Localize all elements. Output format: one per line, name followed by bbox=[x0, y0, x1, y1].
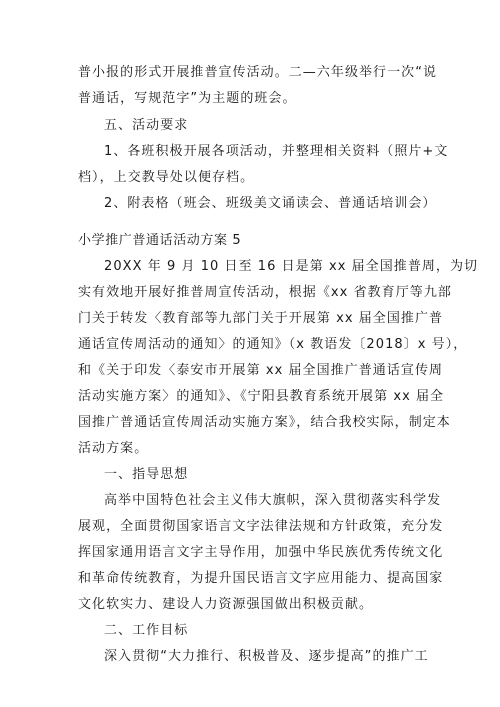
body-text-line: 通话宣传周活动的通知〉的通知》（x 教语发〔2018〕x 号）， bbox=[78, 337, 468, 352]
section-heading-guiding-ideology: 一、指导思想 bbox=[104, 467, 189, 482]
section-heading-requirements: 五、活动要求 bbox=[104, 118, 189, 133]
body-text-line: 深入贯彻“大力推行、积极普及、逐步提高”的推广工 bbox=[104, 649, 429, 664]
body-text-line: 和革命传统教育，为提升国民语言文字应用能力、提高国家 bbox=[78, 571, 444, 586]
body-text-line: 普通话，写规范字”为主题的班会。 bbox=[78, 91, 297, 106]
body-text-line: 活动方案。 bbox=[78, 441, 149, 456]
body-text-line: 文化软实力、建设人力资源强国做出积极贡献。 bbox=[78, 597, 374, 612]
body-text-line: 20XX 年 9 月 10 日至 16 日是第 xx 届全国推普周，为切 bbox=[104, 259, 479, 274]
body-text-line: 实有效地开展好推普周宣传活动，根据《xx 省教育厅等九部 bbox=[78, 285, 452, 300]
body-text-line: 1、各班积极开展各项活动，并整理相关资料（照片+文 bbox=[104, 144, 449, 159]
body-text-line: 活动实施方案〉的通知》、《宁阳县教育系统开展第 xx 届全 bbox=[78, 389, 445, 404]
body-text-line: 展观，全面贯彻国家语言文字法律法规和方针政策，充分发 bbox=[78, 519, 444, 534]
section-heading-work-goals: 二、工作目标 bbox=[104, 623, 189, 638]
body-text-line: 国推广普通话宣传周活动实施方案》，结合我校实际，制定本 bbox=[78, 415, 451, 430]
document-title: 小学推广普通话活动方案 5 bbox=[78, 233, 242, 248]
body-text-line: 高举中国特色社会主义伟大旗帜，深入贯彻落实科学发 bbox=[104, 493, 442, 508]
body-text-line: 挥国家通用语言文字主导作用，加强中华民族优秀传统文化 bbox=[78, 545, 444, 560]
body-text-line: 门关于转发〈教育部等九部门关于开展第 xx 届全国推广普 bbox=[78, 311, 444, 326]
body-text-line: 普小报的形式开展推普宣传活动。二—六年级举行一次“说 bbox=[78, 65, 438, 80]
body-text-line: 档），上交教导处以便存档。 bbox=[78, 170, 255, 185]
body-text-line: 2、附表格（班会、班级美文诵读会、普通话培训会） bbox=[104, 196, 437, 211]
body-text-line: 和《关于印发〈泰安市开展第 xx 届全国推广普通话宣传周 bbox=[78, 363, 444, 378]
